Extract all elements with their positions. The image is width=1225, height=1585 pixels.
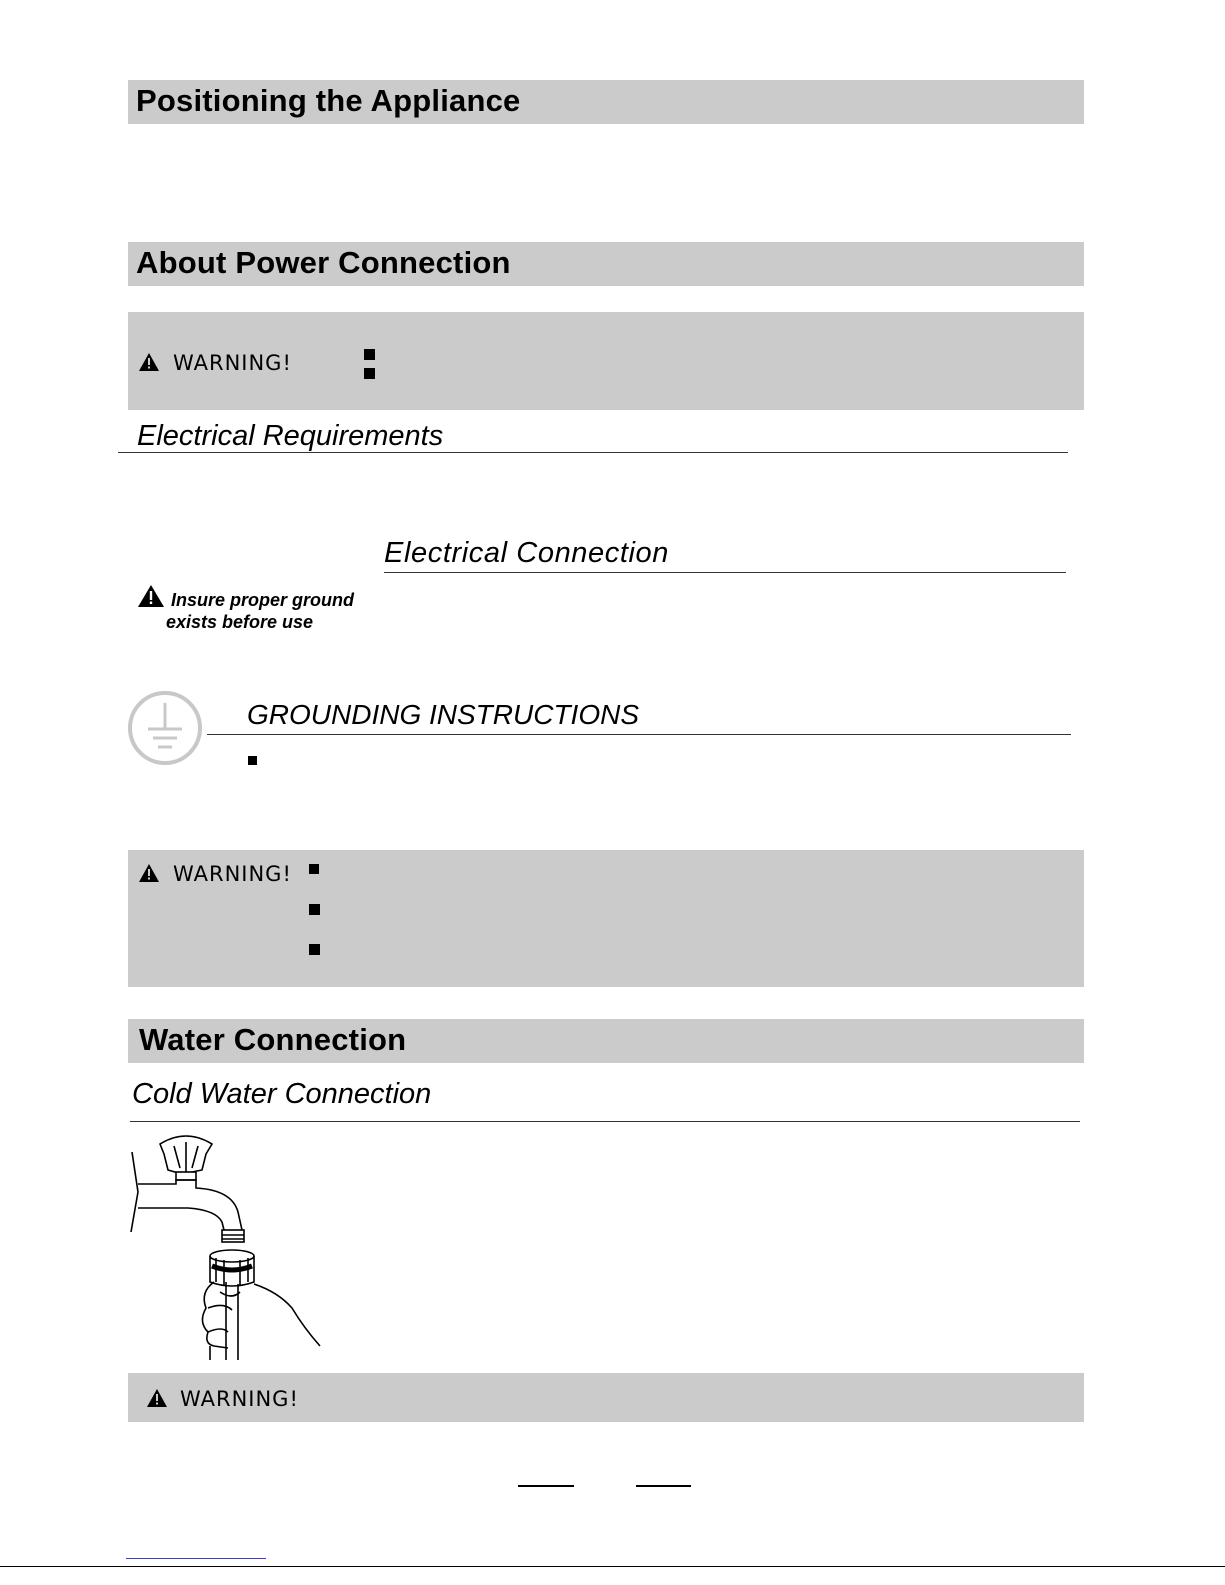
electrical-connection-heading: Electrical Connection: [384, 537, 670, 569]
divider: [207, 734, 1071, 735]
section-title: Positioning the Appliance: [136, 83, 521, 118]
bullet: [364, 349, 375, 360]
warning-triangle-icon: [139, 353, 159, 371]
power-header: [128, 242, 1084, 286]
water-warning-box: [128, 1373, 1084, 1422]
warning-triangle-icon: [138, 585, 164, 607]
section-title: Water Connection: [139, 1022, 407, 1057]
page-marker-line: [518, 1485, 574, 1487]
ground-note: [166, 589, 355, 633]
divider: [130, 1121, 1080, 1122]
divider: [118, 452, 1068, 453]
ground-symbol-icon: [126, 689, 204, 767]
warning-label: WARNING!: [173, 862, 292, 886]
bullet: [364, 368, 375, 379]
ground-note-line: exists before use: [166, 612, 314, 632]
faucet-hose-illustration: [128, 1132, 324, 1362]
bullet: [309, 944, 320, 955]
grounding-instructions-heading: GROUNDING INSTRUCTIONS: [247, 699, 639, 730]
page-bottom-border: [0, 1566, 1225, 1567]
warning-triangle-icon: [139, 864, 159, 882]
water-header: [128, 1019, 1084, 1063]
cold-water-connection-heading: Cold Water Connection: [132, 1078, 432, 1110]
divider: [384, 572, 1066, 573]
ground-note-line: Insure proper ground: [171, 590, 355, 610]
power-warning-box: [128, 312, 1084, 410]
page-marker-line: [636, 1485, 691, 1487]
bullet: [248, 756, 257, 765]
warning-label: WARNING!: [173, 351, 292, 375]
electrical-requirements-heading: Electrical Requirements: [137, 420, 444, 452]
warning-triangle-icon: [147, 1389, 167, 1407]
bullet: [309, 864, 319, 874]
bullet: [309, 904, 320, 915]
footer-link-underline[interactable]: [126, 1558, 266, 1559]
positioning-header: [128, 80, 1084, 124]
warning-label: WARNING!: [180, 1387, 299, 1411]
section-title: About Power Connection: [136, 245, 511, 280]
grounding-warning-box: [128, 850, 1084, 987]
